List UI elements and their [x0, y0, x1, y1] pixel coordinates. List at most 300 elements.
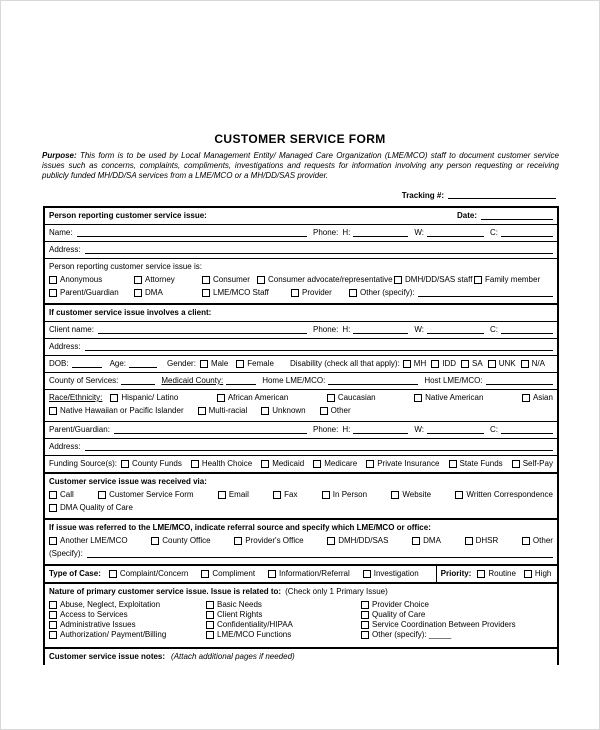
race2-option-2: [261, 406, 305, 416]
received-label-0: Call: [60, 490, 74, 499]
referral-checkbox-3[interactable]: [327, 537, 335, 545]
nature-options-grid: [45, 599, 557, 644]
disability-checkbox-2[interactable]: [461, 360, 469, 368]
funding-checkbox-2[interactable]: [261, 460, 269, 468]
received-option-6: [455, 490, 553, 500]
nature-col2: [206, 600, 361, 640]
referral-label-0: Another LME/MCO: [60, 536, 128, 545]
race2-option-0: [49, 406, 184, 416]
row-reporter-header: [45, 208, 557, 224]
race2-label-1: Multi-racial: [208, 406, 248, 415]
reporter-type2-checkbox-1[interactable]: [134, 289, 142, 297]
reporter-type2-label-1: DMA: [145, 288, 163, 297]
reporter-type-option-2: [202, 275, 257, 285]
disability-checkbox-3[interactable]: [488, 360, 496, 368]
referral-label-3: DMH/DD/SAS: [338, 536, 389, 545]
client-name-label: Client name:: [49, 325, 94, 334]
nature-c3-option-2: [361, 620, 516, 629]
referral-label-6: Other: [532, 536, 553, 545]
race2-label-0: Native Hawaiian or Pacific Islander: [60, 406, 184, 415]
age-label: Age:: [109, 359, 127, 368]
host-lme-line[interactable]: [486, 376, 553, 385]
cell-race-ethnicity: [45, 389, 557, 421]
row-reporter-name: [45, 224, 557, 241]
row-guardian: [45, 421, 557, 438]
disability-checkbox-0[interactable]: [403, 360, 411, 368]
referral-specify-label: (Specify):: [49, 549, 83, 558]
funding-label-1: Health Choice: [201, 459, 253, 468]
nature-c2-checkbox-2[interactable]: [206, 621, 214, 629]
race-options-row2: [49, 406, 365, 416]
funding-checkbox-5[interactable]: [449, 460, 457, 468]
priority-cell: [436, 566, 561, 582]
referral-checkbox-4[interactable]: [412, 537, 420, 545]
funding-label-3: Medicare: [324, 459, 358, 468]
nature-c3-label-2: Service Coordination Between Providers: [372, 620, 516, 629]
client-phone-label: Phone:: [313, 325, 339, 334]
referral-checkbox-0[interactable]: [49, 537, 57, 545]
disability-label: Disability (check all that apply):: [289, 359, 400, 368]
tracking-input-line[interactable]: [448, 190, 556, 199]
race-option-3: [414, 393, 483, 403]
funding-checkbox-3[interactable]: [313, 460, 321, 468]
disability-checkbox-1[interactable]: [431, 360, 439, 368]
nature-c3-checkbox-1[interactable]: [361, 611, 369, 619]
guardian-phone-h-label: H:: [342, 425, 351, 434]
nature-c3-label-3: Other (specify): _____: [372, 630, 452, 639]
received-option-5: [391, 490, 431, 500]
nature-c1-label-2: Administrative Issues: [60, 620, 136, 629]
row-reporter-address: [45, 241, 557, 258]
reporter-type-option-0: [49, 275, 134, 285]
reporter-type-checkbox-2[interactable]: [202, 276, 210, 284]
nature-c2-checkbox-0[interactable]: [206, 601, 214, 609]
case-type-checkbox-0[interactable]: [109, 570, 117, 578]
reporter-type-checkbox-5[interactable]: [474, 276, 482, 284]
race2-label-2: Unknown: [272, 406, 306, 415]
gender-label: Gender:: [167, 359, 196, 368]
client-phone-h-label: H:: [342, 325, 351, 334]
row-type-of-case: [45, 564, 557, 582]
funding-checkbox-0[interactable]: [121, 460, 129, 468]
received-label-3: Fax: [284, 490, 298, 499]
nature-c2-label-0: Basic Needs: [217, 600, 262, 609]
race-options-row1: [110, 393, 553, 403]
case-type-option-1: [201, 569, 255, 579]
priority-options: [477, 569, 556, 579]
client-phone-c-label: C:: [490, 325, 498, 334]
referral-option-0: [49, 536, 128, 546]
nature-c3-checkbox-0[interactable]: [361, 601, 369, 609]
received-checkbox-0[interactable]: [49, 491, 57, 499]
race-option-0: [110, 393, 178, 403]
funding-option-2: [261, 459, 304, 469]
funding-label-0: County Funds: [132, 459, 182, 468]
type-of-case-options: [109, 569, 432, 579]
client-address-input-line[interactable]: [85, 342, 553, 351]
race-checkbox-4[interactable]: [522, 394, 530, 402]
date-input-line[interactable]: [481, 211, 553, 220]
race-label-3: Native American: [425, 393, 484, 402]
client-phone-w-line[interactable]: [427, 325, 484, 334]
received-label-1: Customer Service Form: [109, 490, 194, 499]
nature-c3-checkbox-2[interactable]: [361, 621, 369, 629]
reporter-type2-option-0: [49, 288, 134, 298]
cell-nature: [45, 582, 557, 647]
race-option-2: [327, 393, 376, 403]
referral-checkbox-6[interactable]: [522, 537, 530, 545]
race-option-4: [522, 393, 553, 403]
race-label-2: Caucasian: [337, 393, 376, 402]
reporter-type-label: Person reporting customer service issue is:: [49, 262, 202, 271]
type-of-case-label: Type of Case:: [49, 569, 101, 578]
race-checkbox-0[interactable]: [110, 394, 118, 402]
gender-label-1: Female: [247, 359, 274, 368]
guardian-phone-c-line[interactable]: [501, 425, 553, 434]
race2-checkbox-2[interactable]: [261, 407, 269, 415]
disability-label-0: MH: [413, 359, 427, 368]
priority-label: Priority:: [440, 569, 472, 578]
received2-label-0: DMA Quality of Care: [60, 503, 133, 512]
received-option-2: [218, 490, 249, 500]
reporter-phone-label: Phone:: [313, 228, 339, 237]
nature-header: Nature of primary customer service issue. Issue is related to:: [49, 587, 282, 596]
nature-c3-checkbox-3[interactable]: [361, 631, 369, 639]
reporter-phone-c-line[interactable]: [501, 228, 553, 237]
reporter-type-label-3: Consumer advocate/representative: [268, 275, 393, 284]
reporter-type-option-4: [394, 275, 474, 285]
disability-option-3: [488, 359, 516, 369]
case-type-checkbox-3[interactable]: [363, 570, 371, 578]
host-lme-label: Host LME/MCO:: [424, 376, 483, 385]
reporter-type2-label-2: LME/MCO Staff: [213, 288, 269, 297]
nature-c2-label-2: Confidentiality/HIPAA: [217, 620, 293, 629]
reporter-type-option-1: [134, 275, 202, 285]
purpose-paragraph: [42, 151, 559, 181]
medicaid-county-line[interactable]: [226, 376, 256, 385]
referral-option-2: [234, 536, 303, 546]
received-options-row1: [49, 490, 553, 500]
reporter-type-option-3: [257, 275, 394, 285]
case-type-label-3: Investigation: [373, 569, 419, 578]
disability-option-4: [521, 359, 545, 369]
disability-option-0: [403, 359, 426, 369]
race2-option-3: [320, 406, 351, 416]
received2-option-0: [49, 503, 133, 513]
race2-checkbox-1[interactable]: [198, 407, 206, 415]
case-type-option-2: [268, 569, 350, 579]
nature-c1-checkbox-3[interactable]: [49, 631, 57, 639]
row-guardian-address: [45, 438, 557, 455]
funding-label-4: Private Insurance: [377, 459, 440, 468]
reporter-type-label-2: Consumer: [213, 275, 250, 284]
reporter-address-input-line[interactable]: [85, 245, 553, 254]
row-client-address: [45, 338, 557, 355]
gender-label-0: Male: [210, 359, 229, 368]
tracking-row: [1, 188, 556, 200]
client-phone-h-line[interactable]: [353, 325, 408, 334]
referral-label-2: Provider's Office: [245, 536, 304, 545]
disability-options: [403, 359, 550, 369]
reporter-type-checkbox-0[interactable]: [49, 276, 57, 284]
cell-received-via: [45, 472, 557, 518]
priority-checkbox-0[interactable]: [477, 570, 485, 578]
received-option-0: [49, 490, 74, 500]
nature-c1-option-0: [49, 600, 160, 609]
reporter-section-header: Person reporting customer service issue:: [49, 211, 207, 220]
funding-option-1: [191, 459, 252, 469]
purpose-text: This form is to be used by Local Management Entity/ Managed Care Organization (LME/MCO) staff to document customer service issues such as concerns, complaints, compliments, investigations and requests for information involving any person requesting or receiving publicly funded MH/DD/SA services from a LME/MCO or a MH/DD/SAS provider.: [42, 151, 559, 180]
reporter-type-label-1: Attorney: [145, 275, 175, 284]
client-phone-w-label: W:: [414, 325, 424, 334]
disability-label-1: IDD: [442, 359, 457, 368]
disability-label-2: SA: [472, 359, 483, 368]
client-name-input-line[interactable]: [98, 325, 307, 334]
reporter-type2-checkbox-0[interactable]: [49, 289, 57, 297]
reporter-type-label-4: DMH/DD/SAS staff: [405, 275, 473, 284]
referral-label-4: DMA: [423, 536, 441, 545]
disability-label-4: N/A: [531, 359, 545, 368]
referral-option-5: [465, 536, 499, 546]
reporter-name-label: Name:: [49, 228, 73, 237]
received-checkbox-5[interactable]: [391, 491, 399, 499]
funding-option-0: [121, 459, 182, 469]
nature-c1-checkbox-0[interactable]: [49, 601, 57, 609]
nature-c2-label-1: Client Rights: [217, 610, 263, 619]
reporter-type-checkbox-3[interactable]: [257, 276, 265, 284]
cell-reporter-type: [45, 258, 557, 303]
funding-option-4: [366, 459, 439, 469]
received-checkbox-2[interactable]: [218, 491, 226, 499]
received-label-5: Website: [402, 490, 432, 499]
nature-col1: [49, 600, 206, 640]
case-type-label-2: Information/Referral: [279, 569, 350, 578]
medicaid-county-label: Medicaid County:: [161, 376, 224, 385]
case-type-option-0: [109, 569, 188, 579]
received-checkbox-4[interactable]: [322, 491, 330, 499]
funding-label-2: Medicaid: [272, 459, 305, 468]
nature-c2-label-3: LME/MCO Functions: [217, 630, 292, 639]
guardian-phone-w-line[interactable]: [427, 425, 484, 434]
gender-options: [200, 359, 282, 369]
client-section-header: If customer service issue involves a client:: [49, 308, 212, 317]
race2-option-1: [198, 406, 248, 416]
reporter-type-label-row: [45, 261, 557, 274]
guardian-address-line[interactable]: [85, 442, 553, 451]
priority-option-0: [477, 569, 516, 579]
guardian-phone-h-line[interactable]: [353, 425, 408, 434]
row-client-header: [45, 303, 557, 321]
reporter-type-checkbox-1[interactable]: [134, 276, 142, 284]
nature-c1-label-3: Authorization/ Payment/Billing: [60, 630, 167, 639]
purpose-label: Purpose:: [42, 151, 77, 160]
priority-label-0: Routine: [488, 569, 516, 578]
reporter-phone-h-label: H:: [342, 228, 351, 237]
funding-checkbox-4[interactable]: [366, 460, 374, 468]
county-of-services-line[interactable]: [121, 376, 155, 385]
referral-checkbox-5[interactable]: [465, 537, 473, 545]
notes-note: (Attach additional pages if needed): [171, 652, 295, 661]
tracking-label: Tracking #:: [401, 191, 444, 200]
nature-c1-checkbox-2[interactable]: [49, 621, 57, 629]
guardian-name-line[interactable]: [114, 425, 307, 434]
race-label-1: African American: [227, 393, 289, 402]
disability-label-3: UNK: [498, 359, 516, 368]
reporter-phone-w-line[interactable]: [427, 228, 484, 237]
reporter-type2-checkbox-4[interactable]: [349, 289, 357, 297]
received-option-1: [98, 490, 193, 500]
nature-c3-label-0: Provider Choice: [372, 600, 429, 609]
race-checkbox-1[interactable]: [217, 394, 225, 402]
guardian-label: Parent/Guardian:: [49, 425, 110, 434]
received-via-header: Customer service issue was received via:: [49, 477, 207, 486]
funding-checkbox-6[interactable]: [512, 460, 520, 468]
row-client-name: [45, 321, 557, 338]
race-ethnicity-label: Race/Ethnicity:: [49, 393, 103, 402]
race-checkbox-3[interactable]: [414, 394, 422, 402]
priority-option-1: [524, 569, 551, 579]
nature-col3: [361, 600, 553, 640]
received-checkbox-3[interactable]: [273, 491, 281, 499]
received-option-4: [322, 490, 367, 500]
row-client-county: [45, 372, 557, 389]
reporter-type2-option-1: [134, 288, 202, 298]
funding-label-6: Self-Pay: [522, 459, 553, 468]
client-phone-c-line[interactable]: [501, 325, 553, 334]
referral-options: [49, 536, 553, 546]
nature-c1-option-3: [49, 630, 166, 639]
guardian-phone-label: Phone:: [313, 425, 339, 434]
referral-option-3: [327, 536, 388, 546]
nature-c2-checkbox-3[interactable]: [206, 631, 214, 639]
nature-c1-option-2: [49, 620, 136, 629]
case-type-checkbox-2[interactable]: [268, 570, 276, 578]
guardian-address-label: Address:: [49, 442, 81, 451]
nature-c1-checkbox-1[interactable]: [49, 611, 57, 619]
reporter-phone-c-label: C:: [490, 228, 498, 237]
reporter-type-checkbox-4[interactable]: [394, 276, 402, 284]
race-option-1: [217, 393, 288, 403]
disability-option-2: [461, 359, 483, 369]
reporter-phone-w-label: W:: [414, 228, 424, 237]
nature-c3-label-1: Quality of Care: [372, 610, 426, 619]
priority-checkbox-1[interactable]: [524, 570, 532, 578]
referral-checkbox-2[interactable]: [234, 537, 242, 545]
home-lme-line[interactable]: [328, 376, 418, 385]
guardian-phone-c-label: C:: [490, 425, 498, 434]
received-label-2: Email: [228, 490, 249, 499]
reporter-type2-label-3: Provider: [302, 288, 332, 297]
guardian-phone-w-label: W:: [414, 425, 424, 434]
reporter-type-option-5: [474, 275, 540, 285]
gender-option-0: [200, 359, 228, 369]
reporter-phone-h-line[interactable]: [353, 228, 408, 237]
nature-c3-option-0: [361, 600, 429, 609]
case-type-label-0: Complaint/Concern: [119, 569, 189, 578]
referral-option-1: [151, 536, 210, 546]
referral-label-5: DHSR: [475, 536, 499, 545]
reporter-type-label-0: Anonymous: [60, 275, 103, 284]
referral-checkbox-1[interactable]: [151, 537, 159, 545]
form-table: [43, 206, 559, 665]
reporter-type2-checkbox-3[interactable]: [291, 289, 299, 297]
race-checkbox-2[interactable]: [327, 394, 335, 402]
case-type-label-1: Compliment: [212, 569, 256, 578]
reporter-type2-checkbox-2[interactable]: [202, 289, 210, 297]
funding-checkbox-1[interactable]: [191, 460, 199, 468]
page-title: CUSTOMER SERVICE FORM: [214, 132, 386, 146]
nature-c1-option-1: [49, 610, 128, 619]
received-option-3: [273, 490, 297, 500]
gender-checkbox-1[interactable]: [236, 360, 244, 368]
received-label-4: In Person: [332, 490, 368, 499]
nature-c2-option-0: [206, 600, 262, 609]
received-checkbox-6[interactable]: [455, 491, 463, 499]
disability-option-1: [431, 359, 456, 369]
race2-checkbox-3[interactable]: [320, 407, 328, 415]
nature-c2-checkbox-1[interactable]: [206, 611, 214, 619]
gender-option-1: [236, 359, 274, 369]
race-label-0: Hispanic/ Latino: [121, 393, 179, 402]
nature-header-note: (Check only 1 Primary Issue): [285, 587, 388, 596]
reporter-type-options-row1: [49, 275, 553, 285]
nature-c3-option-3: [361, 630, 451, 639]
gender-checkbox-0[interactable]: [200, 360, 208, 368]
funding-option-3: [313, 459, 357, 469]
received-checkbox-1[interactable]: [98, 491, 106, 499]
case-type-checkbox-1[interactable]: [201, 570, 209, 578]
received-options-row2: [49, 503, 133, 513]
funding-label-5: State Funds: [459, 459, 503, 468]
received2-checkbox-0[interactable]: [49, 504, 57, 512]
dob-input-line[interactable]: [72, 359, 102, 368]
nature-c3-option-1: [361, 610, 425, 619]
row-funding: [45, 455, 557, 472]
nature-c2-option-3: [206, 630, 291, 639]
priority-label-1: High: [534, 569, 552, 578]
referral-option-6: [522, 536, 553, 546]
reporter-type2-option-2: [202, 288, 291, 298]
race-label-4: Asian: [532, 393, 553, 402]
client-address-label: Address:: [49, 342, 81, 351]
reporter-address-label: Address:: [49, 245, 81, 254]
funding-options: [121, 459, 553, 469]
reporter-type2-option-3: [291, 288, 349, 298]
funding-label: Funding Source(s):: [49, 459, 118, 468]
age-input-line[interactable]: [129, 359, 157, 368]
date-label: Date:: [456, 211, 477, 220]
reporter-type-options-row2: [49, 288, 415, 298]
type-of-case-cell: [45, 566, 436, 582]
referral-specify-line[interactable]: [87, 549, 553, 558]
case-type-option-3: [363, 569, 419, 579]
home-lme-label: Home LME/MCO:: [262, 376, 326, 385]
reporter-other-specify-line[interactable]: [418, 288, 553, 297]
nature-c2-option-2: [206, 620, 293, 629]
cell-referral: [45, 518, 557, 564]
race2-checkbox-0[interactable]: [49, 407, 57, 415]
row-client-dob: [45, 355, 557, 372]
reporter-type-label-5: Family member: [485, 275, 541, 284]
nature-c1-label-1: Access to Services: [60, 610, 128, 619]
referral-header: If issue was referred to the LME/MCO, indicate referral source and specify which LME/MCO or office:: [49, 523, 431, 532]
funding-option-6: [512, 459, 553, 469]
reporter-name-input-line[interactable]: [77, 228, 307, 237]
referral-label-1: County Office: [162, 536, 211, 545]
disability-checkbox-4[interactable]: [521, 360, 529, 368]
nature-c1-label-0: Abuse, Neglect, Exploitation: [60, 600, 161, 609]
reporter-type2-option-4: [349, 288, 415, 298]
